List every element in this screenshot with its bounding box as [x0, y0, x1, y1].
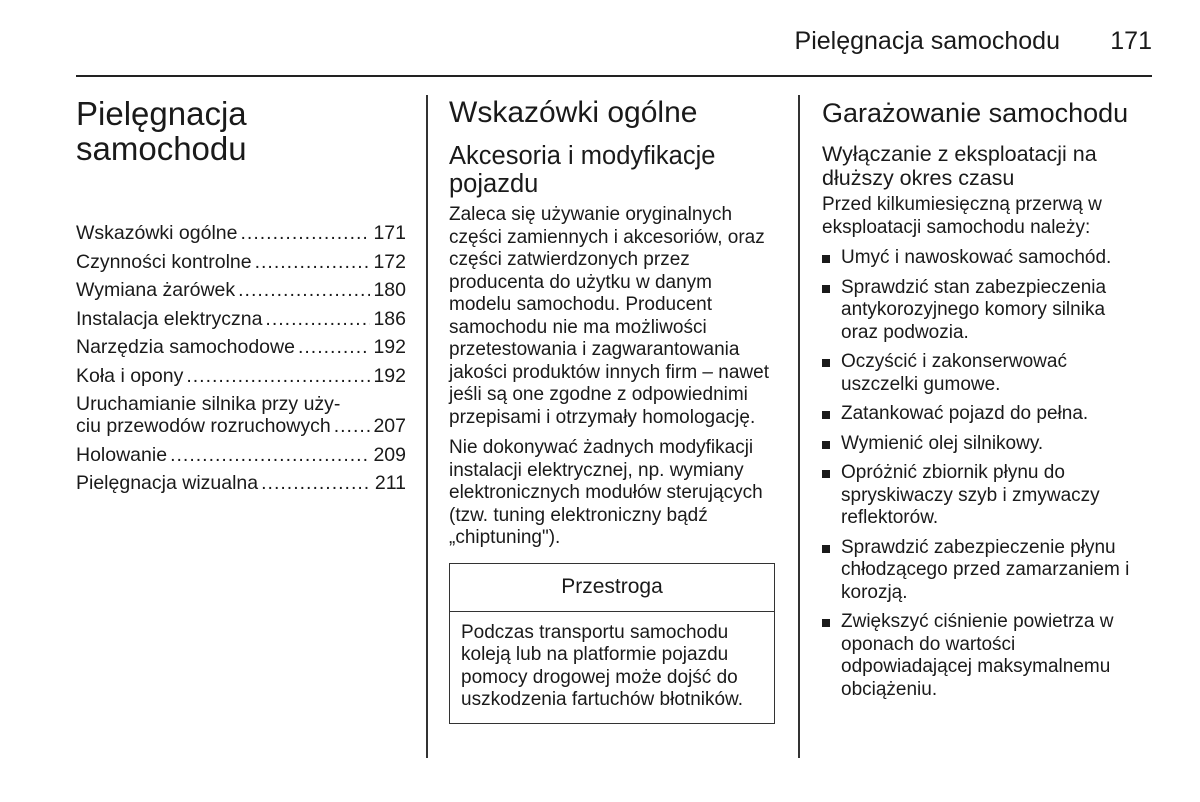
toc-leader-dots [265, 308, 370, 330]
list-item [822, 433, 1152, 456]
list-item [822, 247, 1152, 270]
caution-box [449, 563, 775, 724]
bullet-square-icon [822, 255, 830, 263]
toc-entry-page: 171 [373, 222, 406, 244]
toc-leader-dots [240, 222, 370, 244]
chapter-title [76, 96, 406, 166]
toc-entry-page: 192 [373, 336, 406, 358]
list-item [822, 462, 1152, 530]
toc-entry[interactable] [76, 472, 406, 494]
list-item [822, 277, 1152, 345]
bullet-square-icon [822, 619, 830, 627]
chapter-title-line2: samochodu [76, 130, 247, 167]
toc-leader-dots [186, 365, 370, 387]
toc-entry[interactable] [76, 336, 406, 358]
column-divider-left [426, 95, 428, 758]
subsection-title: Akcesoria i modyfikacje pojazdu [449, 142, 716, 198]
list-item-text: Sprawdzić stan zabezpieczenia antykorozyjnego komory silnika oraz podwozia. [841, 276, 1107, 343]
section-title: Garażowanie samochodu [822, 98, 1129, 128]
bullet-square-icon [822, 359, 830, 367]
toc-entry-page: 186 [373, 307, 406, 330]
toc-entry-title: Pielęgnacja wizualna [76, 472, 259, 494]
toc-entry-title-line1: Uruchamianie silnika przy uży- [76, 393, 341, 415]
toc-entry-title: Wymiana żarówek [76, 279, 236, 301]
toc-leader-dots [238, 279, 370, 301]
toc-entry-page: 207 [373, 415, 406, 437]
list-item-text: Umyć i nawoskować samochód. [841, 247, 1112, 268]
storage-checklist [822, 247, 1152, 701]
header-divider [76, 75, 1152, 77]
toc-entry-title-line2: ciu przewodów rozruchowych [76, 415, 331, 437]
list-item [822, 351, 1152, 396]
toc-entry[interactable] [76, 444, 406, 466]
toc-entry-title: Czynności kontrolne [76, 250, 252, 273]
accessories-paragraph: Zaleca się używanie oryginalnych części zamiennych i akcesoriów, oraz części zatwierdzonych przez producenta do użytku w danym modelu samochodu. Producent samochodu nie ma możliwości przetestowania i zagwarantowania jakości produktów innych firm – nawet jeśli są one zgodne z odpowiednimi przepisami i otrzymały homologację. [449, 204, 769, 428]
storage-intro: Przed kilkumiesięczną przerwą w eksploatacji samochodu należy: [822, 194, 1102, 238]
toc-entry-title: Narzędzia samochodowe [76, 336, 295, 358]
list-item-text: Oczyścić i zakonserwować uszczelki gumowe. [841, 351, 1067, 395]
modifications-paragraph: Nie dokonywać żadnych modyfikacji instalacji elektrycznej, np. wymiany elektronicznych modułów sterujących (tzw. tuning elektroniczny bądź „chiptuning"). [449, 437, 763, 548]
toc-entry-page: 172 [373, 250, 406, 273]
list-item-text: Sprawdzić zabezpieczenie płynu chłodzącego przed zamarzaniem i korozją. [841, 536, 1130, 603]
chapter-title-line1: Pielęgnacja [76, 95, 247, 132]
toc-entry-page: 192 [373, 364, 406, 387]
caution-text: Podczas transportu samochodu koleją lub na platformie pojazdu pomocy drogowej może dojść do uszkodzenia fartuchów błotników. [461, 621, 743, 710]
toc-entry-title: Instalacja elektryczna [76, 307, 263, 330]
toc-leader-dots [170, 444, 370, 466]
toc-entry-title: Holowanie [76, 443, 168, 466]
garage-storage-column [822, 96, 1152, 708]
bullet-square-icon [822, 545, 830, 553]
toc-leader-dots [255, 251, 371, 273]
toc-entry-title: Wskazówki ogólne [76, 222, 238, 244]
bullet-square-icon [822, 411, 830, 419]
page-header-title: Pielęgnacja samochodu [794, 27, 1060, 55]
list-item-text: Opróżnić zbiornik płynu do spryskiwaczy szyb i zmywaczy reflektorów. [841, 462, 1100, 528]
toc-entry[interactable] [76, 365, 406, 387]
toc-entry-page: 211 [374, 472, 406, 494]
section-title: Wskazówki ogólne [449, 96, 698, 129]
toc-entry-page: 180 [373, 279, 406, 301]
column-divider-right [798, 95, 800, 758]
bullet-square-icon [822, 470, 830, 478]
list-item [822, 403, 1152, 426]
general-guidelines-column [449, 96, 779, 724]
toc-leader-dots [261, 472, 372, 494]
bullet-square-icon [822, 441, 830, 449]
list-item-text: Zwiększyć ciśnienie powietrza w oponach do wartości odpowiadającej maksymalnemu obciążeniu. [841, 611, 1114, 700]
toc-entry[interactable] [76, 251, 406, 273]
chapter-toc-column [76, 96, 406, 501]
toc-entry[interactable] [76, 308, 406, 330]
list-item [822, 537, 1152, 605]
list-item-text: Zatankować pojazd do pełna. [841, 403, 1089, 424]
toc-leader-dots [298, 336, 371, 358]
toc-entry-page: 209 [373, 443, 406, 466]
bullet-square-icon [822, 285, 830, 293]
table-of-contents [76, 222, 406, 494]
subsection-title: Wyłączanie z eksploatacji na dłuższy okres czasu [822, 142, 1097, 190]
toc-leader-dots [334, 415, 371, 437]
list-item [822, 611, 1152, 701]
list-item-text: Wymienić olej silnikowy. [841, 432, 1044, 454]
toc-entry-title: Koła i opony [76, 364, 184, 387]
toc-entry[interactable] [76, 393, 406, 437]
caution-title: Przestroga [450, 564, 774, 612]
toc-entry[interactable] [76, 222, 406, 244]
page-number: 171 [1110, 27, 1152, 55]
toc-entry[interactable] [76, 279, 406, 301]
